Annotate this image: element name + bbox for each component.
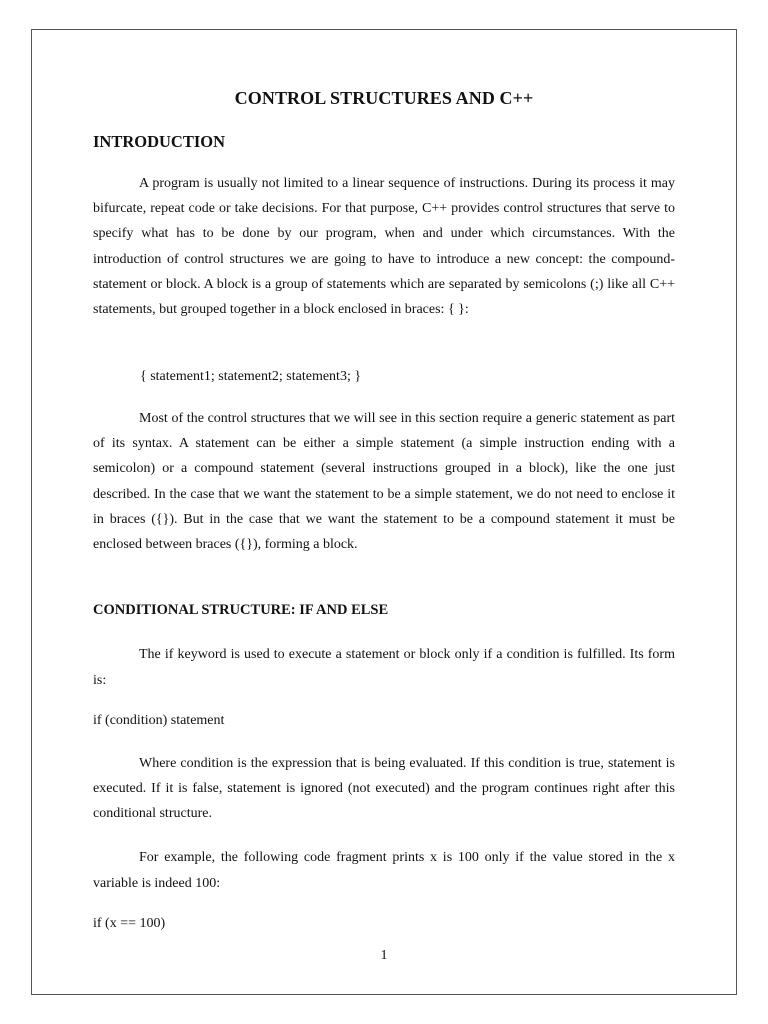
compound-statement-example: { statement1; statement2; statement3; } xyxy=(140,369,362,384)
conditional-paragraph-3: For example, the following code fragment prints x is 100 only if the value stored in the x variable is indeed 100: xyxy=(93,850,675,891)
document-title: CONTROL STRUCTURES AND C++ xyxy=(234,88,534,108)
if-example-line: if (x == 100) xyxy=(93,916,166,931)
intro-paragraph-1: A program is usually not limited to a linear sequence of instructions. During its process it may bifurcate, repeat code or take decisions. For that purpose, C++ provides control structures that serve to specify what has to be done by our program, when and under which circumstances. With the introduction of control structures we are going to have to introduce a new concept: the compound-statement or block. A block is a group of statements which are separated by semicolons (;) like all C++ statements, but grouped together in a block enclosed in braces: { }: xyxy=(93,176,675,318)
conditional-paragraph-1: The if keyword is used to execute a statement or block only if a condition is fulfilled. Its form is: xyxy=(93,647,675,688)
conditional-paragraph-2: Where condition is the expression that is being evaluated. If this condition is true, statement is executed. If it is false, statement is ignored (not executed) and the program continues right after this conditional structure. xyxy=(93,756,675,822)
intro-paragraph-2: Most of the control structures that we will see in this section require a generic statement as part of its syntax. A statement can be either a simple statement (a simple instruction ending with a semicolon) or a compound statement (several instructions grouped in a block), like the one just described. In the case that we want the statement to be a simple statement, we do not need to enclose it in braces ({}). But in the case that we want the statement to be a compound statement it must be enclosed between braces ({}), forming a block. xyxy=(93,411,675,553)
conditional-structure-heading: CONDITIONAL STRUCTURE: IF AND ELSE xyxy=(93,602,389,618)
if-syntax-line: if (condition) statement xyxy=(93,713,225,728)
page-number: 1 xyxy=(380,948,388,963)
introduction-heading: INTRODUCTION xyxy=(93,132,226,151)
